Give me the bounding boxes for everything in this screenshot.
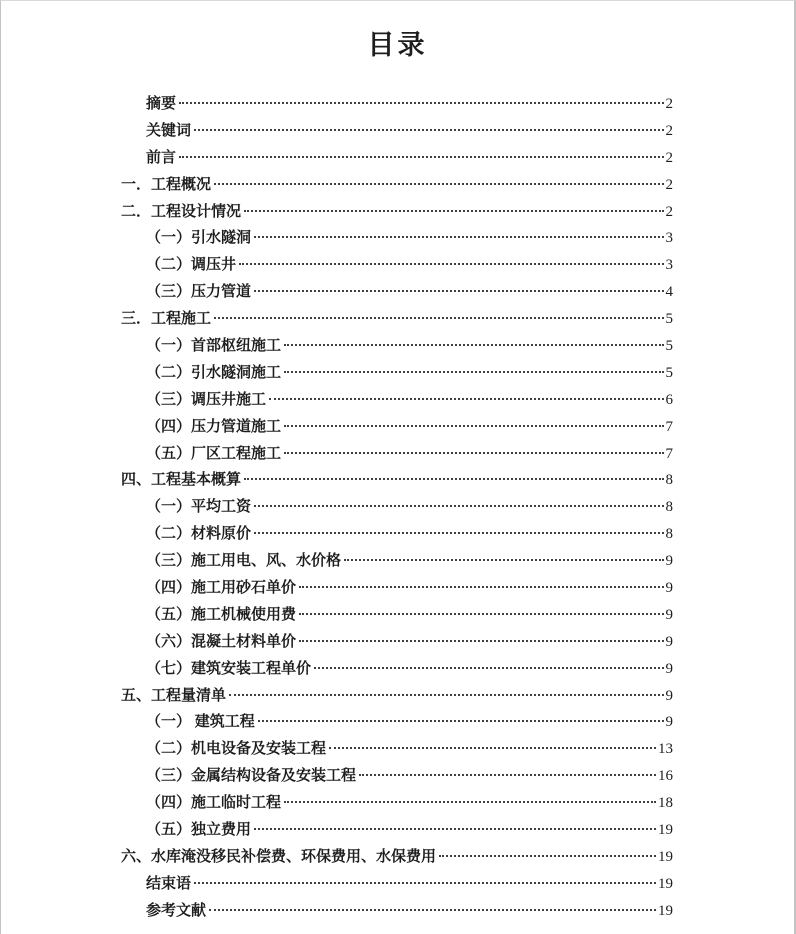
toc-entry-page-number: 18 [658, 795, 673, 812]
toc-entry[interactable] [121, 467, 673, 494]
dot-leader [284, 801, 656, 803]
toc-entry-page-number: 9 [665, 660, 673, 677]
toc-entry-label: 二．工程设计情况 [121, 203, 242, 220]
toc-entry[interactable] [121, 521, 673, 548]
toc-entry[interactable] [121, 871, 673, 898]
dot-leader [179, 156, 663, 158]
toc-entry[interactable] [121, 575, 673, 602]
toc-entry[interactable] [121, 629, 673, 656]
toc-entry-page-number: 2 [665, 96, 673, 112]
dot-leader [214, 183, 663, 185]
toc-entry-page-number: 2 [665, 149, 673, 166]
dot-leader [299, 640, 663, 642]
toc-entry[interactable] [121, 306, 673, 333]
toc-entry-page-number: 5 [665, 364, 673, 381]
dot-leader [359, 774, 656, 776]
toc-entry-page-number: 4 [665, 284, 673, 301]
toc-entry-page-number: 3 [665, 230, 673, 247]
dot-leader [209, 909, 656, 911]
toc-entry-page-number: 8 [665, 499, 673, 516]
toc-entry[interactable] [121, 736, 673, 763]
toc-entry[interactable] [121, 414, 673, 441]
dot-leader [284, 425, 663, 427]
toc-entry-page-number: 5 [665, 311, 673, 328]
dot-leader [239, 263, 663, 265]
toc-entry-label: （四）压力管道施工 [146, 418, 282, 435]
toc-entry-label: （三）压力管道 [146, 284, 252, 301]
toc-entry-label: （五）独立费用 [146, 822, 252, 839]
toc-entry-page-number: 5 [665, 338, 673, 355]
toc-entry-page-number: 9 [665, 633, 673, 650]
page-title: 目录 [367, 30, 428, 60]
dot-leader [254, 505, 663, 507]
dot-leader [244, 210, 663, 212]
dot-leader [284, 344, 663, 346]
toc-entry-label: （二）引水隧洞施工 [146, 364, 282, 381]
toc-entry-page-number: 6 [665, 391, 673, 408]
toc-entry[interactable] [121, 333, 673, 360]
toc-entry-label: （三）金属结构设备及安装工程 [146, 768, 357, 785]
toc-entry-page-number: 9 [665, 606, 673, 623]
toc-entry-page-number: 13 [658, 741, 673, 758]
dot-leader [254, 236, 663, 238]
toc-entry-page-number: 9 [665, 687, 673, 704]
toc-entry-label: （六）混凝土材料单价 [146, 633, 297, 650]
dot-leader [179, 102, 663, 104]
dot-leader [258, 720, 664, 722]
toc-entry[interactable] [121, 387, 673, 414]
toc-entry[interactable] [121, 763, 673, 790]
toc-entry-label: （一）平均工资 [146, 499, 252, 516]
toc-entry[interactable] [121, 709, 673, 736]
toc-entry[interactable] [121, 199, 673, 226]
toc-entry-label: （七）建筑安装工程单价 [146, 660, 312, 677]
toc-entry-page-number: 3 [665, 257, 673, 274]
toc-entry[interactable] [121, 279, 673, 306]
dot-leader [329, 747, 656, 749]
toc-entry-label: 摘要 [146, 96, 177, 112]
toc-entry-label: （三）施工用电、风、水价格 [146, 553, 342, 570]
toc-entry-page-number: 16 [658, 768, 673, 785]
toc-entry-label: 结束语 [146, 875, 192, 892]
toc-entry-page-number: 9 [665, 553, 673, 570]
toc-entry-label: 四、工程基本概算 [121, 472, 242, 489]
toc-entry-label: 三．工程施工 [121, 311, 212, 328]
toc-entry-label: 六、水库淹没移民补偿费、环保费用、水保费用 [121, 848, 437, 865]
toc-entry-page-number: 2 [665, 122, 673, 139]
toc-entry-label: （二）机电设备及安装工程 [146, 741, 327, 758]
toc-entry[interactable] [121, 602, 673, 629]
toc-entry-page-number: 9 [665, 580, 673, 597]
toc-entry-label: （二）调压井 [146, 257, 237, 274]
dot-leader [254, 532, 663, 534]
toc-entry-label: 参考文献 [146, 902, 207, 919]
toc-entry-label: （一）首部枢纽施工 [146, 338, 282, 355]
toc-entry[interactable] [121, 252, 673, 279]
dot-leader [299, 613, 663, 615]
dot-leader [439, 855, 656, 857]
toc-entry[interactable] [121, 441, 673, 468]
toc-entry-page-number: 2 [665, 203, 673, 220]
dot-leader [269, 398, 663, 400]
toc-entry-label: （一）引水隧洞 [146, 230, 252, 247]
toc-entry-label: （一） 建筑工程 [146, 714, 255, 731]
dot-leader [229, 694, 663, 696]
toc-entry-page-number: 7 [665, 445, 673, 462]
toc-entry-page-number: 2 [665, 176, 673, 193]
toc-entry-label: 前言 [146, 149, 177, 166]
toc-entry[interactable] [121, 844, 673, 871]
toc-entry[interactable] [121, 790, 673, 817]
toc-entry-label: （四）施工用砂石单价 [146, 580, 297, 597]
dot-leader [214, 317, 663, 319]
toc-entry[interactable] [121, 172, 673, 199]
toc-entry-page-number: 19 [658, 875, 673, 892]
toc-entry-page-number: 9 [665, 714, 673, 731]
toc-entry-page-number: 19 [658, 822, 673, 839]
dot-leader [299, 586, 663, 588]
dot-leader [284, 371, 663, 373]
toc-entry[interactable] [121, 656, 673, 683]
toc-list [121, 91, 673, 925]
toc-entry-label: （四）施工临时工程 [146, 795, 282, 812]
toc-entry[interactable] [121, 898, 673, 925]
toc-entry-label: 一．工程概况 [121, 176, 212, 193]
dot-leader [244, 478, 663, 480]
toc-entry[interactable] [121, 683, 673, 710]
toc-entry[interactable] [121, 118, 673, 145]
toc-entry-label: （三）调压井施工 [146, 391, 267, 408]
toc-entry-page-number: 19 [658, 848, 673, 865]
toc-entry-label: 五、工程量清单 [121, 687, 227, 704]
toc-entry-label: （二）材料原价 [146, 526, 252, 543]
toc-entry-page-number: 8 [665, 472, 673, 489]
toc-entry[interactable] [121, 91, 673, 118]
toc-entry[interactable] [121, 145, 673, 172]
dot-leader [344, 559, 663, 561]
toc-entry-label: （五）厂区工程施工 [146, 445, 282, 462]
toc-entry-page-number: 19 [658, 902, 673, 919]
toc-entry[interactable] [121, 360, 673, 387]
toc-entry[interactable] [121, 817, 673, 844]
toc-entry-page-number: 8 [665, 526, 673, 543]
toc-entry[interactable] [121, 494, 673, 521]
dot-leader [194, 129, 663, 131]
toc-entry-label: 关键词 [146, 122, 192, 139]
toc-entry-label: （五）施工机械使用费 [146, 606, 297, 623]
dot-leader [194, 882, 656, 884]
toc-entry[interactable] [121, 548, 673, 575]
dot-leader [284, 452, 663, 454]
dot-leader [254, 290, 663, 292]
toc-entry[interactable] [121, 225, 673, 252]
dot-leader [254, 828, 656, 830]
toc-entry-page-number: 7 [665, 418, 673, 435]
dot-leader [314, 667, 663, 669]
